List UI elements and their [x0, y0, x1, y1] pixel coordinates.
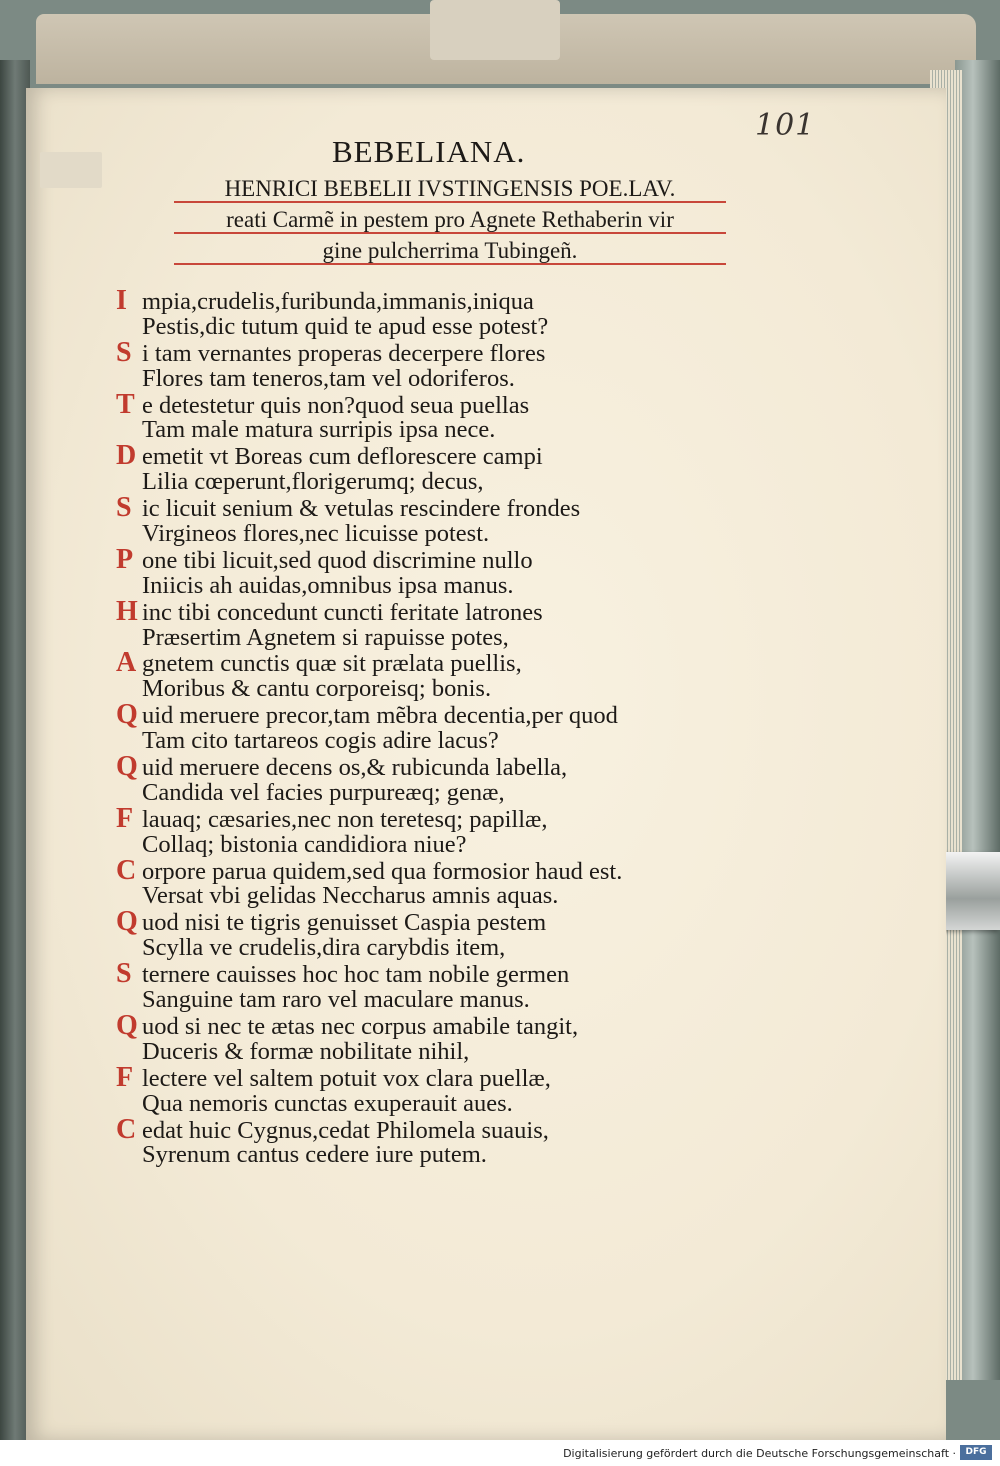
red-initial: F — [116, 1061, 134, 1093]
heading-line-text: reati Carmẽ in pestem pro Agnete Rethaberin vir — [226, 207, 674, 232]
red-initial: C — [116, 1113, 137, 1145]
red-initial: H — [116, 595, 138, 627]
heading-line-text: HENRICI BEBELII IVSTINGENSIS POE.LAV. — [224, 176, 676, 201]
verse-line — [116, 647, 622, 679]
verse-text: uid meruere decens os,& rubicunda labella, — [142, 754, 568, 782]
verse-line — [116, 728, 622, 754]
verse-line — [116, 492, 622, 524]
verse-text: orpore parua quidem,sed qua formosior haud est. — [142, 857, 623, 885]
verse-text: Iniicis ah auidas,omnibus ipsa manus. — [142, 571, 514, 599]
red-initial: D — [116, 440, 137, 472]
verse-text: Lilia cœperunt,florigerumq; decus, — [142, 468, 484, 496]
red-underline — [174, 263, 726, 265]
footer-bar — [0, 1440, 1000, 1466]
verse-line — [116, 676, 622, 702]
verse-text: lauaq; cæsaries,nec non teretesq; papillæ, — [142, 805, 548, 833]
red-initial: Q — [116, 751, 138, 783]
red-initial: Q — [116, 906, 138, 938]
verse-text: uod si nec te ætas nec corpus amabile tangit, — [142, 1012, 579, 1040]
verse-text: Tam male matura surripis ipsa nece. — [142, 416, 496, 444]
verse-text: Pestis,dic tutum quid te apud esse potest? — [142, 312, 549, 340]
verse-text: e detestetur quis non?quod seua puellas — [142, 391, 530, 419]
verse-line — [116, 751, 622, 783]
verse-line — [116, 935, 622, 961]
verse-line — [116, 521, 622, 547]
poem-verses — [116, 285, 623, 1169]
red-initial: S — [116, 492, 132, 524]
red-initial: Q — [116, 699, 138, 731]
verse-line — [116, 906, 622, 938]
red-initial: Q — [116, 1009, 138, 1041]
red-initial: S — [116, 336, 132, 368]
poem-heading — [150, 172, 750, 265]
dfg-logo-icon: DFG — [960, 1445, 992, 1460]
heading-line — [150, 172, 750, 203]
verse-text: one tibi licuit,sed quod discrimine nullo — [142, 546, 533, 574]
verse-line — [116, 388, 622, 420]
verse-line — [116, 780, 622, 806]
verse-line — [116, 958, 622, 990]
verse-line — [116, 625, 622, 651]
heading-line — [150, 203, 750, 234]
verse-text: Flores tam teneros,tam vel odoriferos. — [142, 364, 515, 392]
verse-text: ic licuit senium & vetulas rescindere frondes — [142, 495, 581, 523]
verse-line — [116, 987, 622, 1013]
paper-label-tab — [430, 0, 560, 60]
verse-line — [116, 883, 622, 909]
verse-line — [116, 1039, 622, 1065]
verse-line — [116, 573, 622, 599]
verse-text: Versat vbi gelidas Neccharus amnis aquas. — [142, 882, 559, 910]
verse-line — [116, 314, 622, 340]
verse-text: mpia,crudelis,furibunda,immanis,iniqua — [142, 288, 534, 315]
verse-text: uid meruere precor,tam mẽbra decentia,per quod — [142, 702, 618, 730]
verse-text: Qua nemoris cunctas exuperauit aues. — [142, 1089, 513, 1117]
verse-text: lectere vel saltem potuit vox clara puellæ, — [142, 1064, 551, 1092]
verse-line — [116, 802, 622, 834]
verse-text: Collaq; bistonia candidiora niue? — [142, 830, 467, 858]
verse-text: emetit vt Boreas cum deflorescere campi — [142, 443, 543, 471]
red-initial: S — [116, 958, 132, 990]
verse-text: Præsertim Agnetem si rapuisse potes, — [142, 623, 509, 651]
verse-text: Candida vel facies purpureæq; genæ, — [142, 778, 505, 806]
red-initial: C — [116, 854, 137, 886]
verse-text: Tam cito tartareos cogis adire lacus? — [142, 727, 499, 755]
verse-text: i tam vernantes properas decerpere flores — [142, 339, 546, 367]
verse-text: ternere cauisses hoc hoc tam nobile germen — [142, 961, 570, 989]
verse-line — [116, 854, 623, 886]
verse-text: Sanguine tam raro vel maculare manus. — [142, 986, 530, 1014]
red-initial: P — [116, 543, 134, 575]
verse-text: Scylla ve crudelis,dira carybdis item, — [142, 934, 506, 962]
verse-line — [116, 832, 622, 858]
verse-text: inc tibi concedunt cuncti feritate latrones — [142, 598, 543, 626]
verse-line — [116, 440, 622, 472]
red-initial: A — [116, 647, 137, 679]
verse-line — [116, 336, 622, 368]
verse-line — [116, 1142, 622, 1168]
verse-line — [116, 543, 622, 575]
verse-line — [116, 595, 622, 627]
verse-text: Syrenum cantus cedere iure putem. — [142, 1141, 487, 1169]
verse-text: edat huic Cygnus,cedat Philomela suauis, — [142, 1116, 549, 1144]
heading-line — [150, 234, 750, 265]
folio-number: 101 — [755, 108, 816, 143]
verse-text: uod nisi te tigris genuisset Caspia pestem — [142, 909, 547, 937]
verse-line — [116, 1009, 622, 1041]
heading-line-text: gine pulcherrima Tubingeñ. — [322, 238, 578, 263]
verse-text: Duceris & formæ nobilitate nihil, — [142, 1037, 470, 1065]
verse-line — [116, 1113, 622, 1145]
red-initial: F — [116, 802, 134, 834]
verse-line — [116, 417, 622, 443]
verse-text: Virgineos flores,nec licuisse potest. — [142, 520, 490, 548]
verse-text: Moribus & cantu corporeisq; bonis. — [142, 675, 492, 703]
paper-strip — [40, 152, 102, 188]
verse-line — [116, 285, 622, 316]
funding-credit: Digitalisierung gefördert durch die Deutsche Forschungsgemeinschaft · — [563, 1447, 956, 1460]
red-initial: I — [116, 285, 127, 316]
red-initial: T — [116, 388, 135, 420]
verse-line — [116, 699, 622, 731]
verse-line — [116, 469, 622, 495]
verse-text: gnetem cunctis quæ sit prælata puellis, — [142, 650, 522, 678]
verse-line — [116, 1091, 622, 1117]
verse-line — [116, 366, 622, 392]
running-head: BEBELIANA. — [332, 134, 526, 169]
verse-line — [116, 1061, 622, 1093]
